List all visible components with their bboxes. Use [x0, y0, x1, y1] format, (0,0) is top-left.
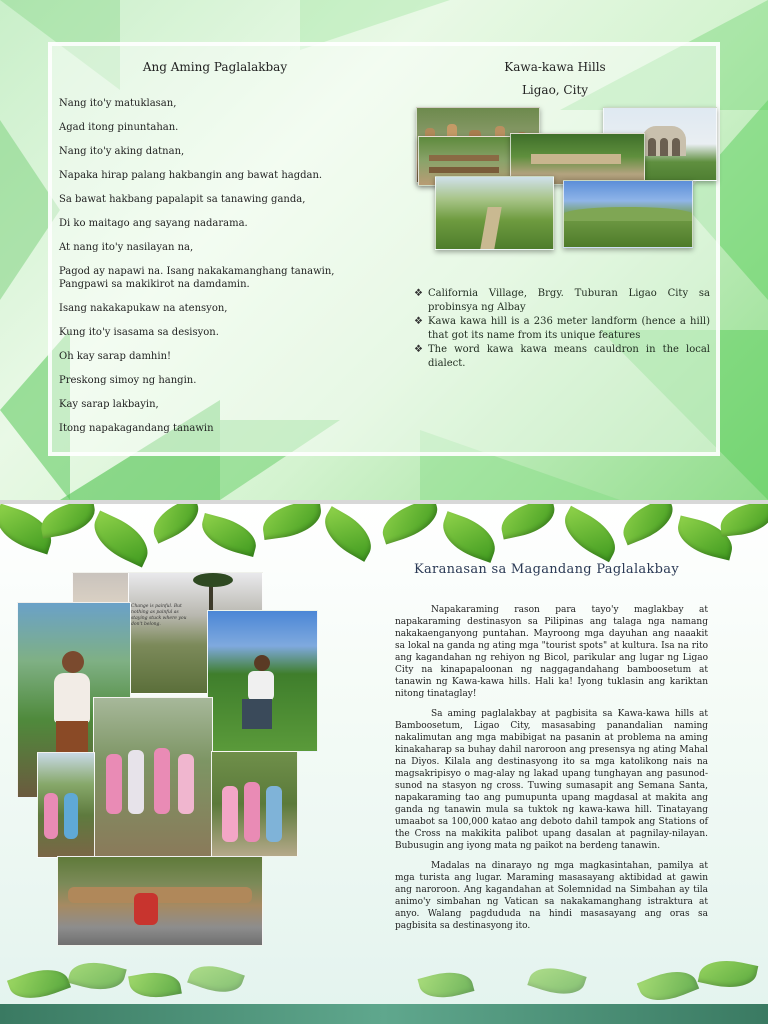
poem-line: Kung ito'y isasama sa desisyon. [59, 327, 219, 338]
leaf [187, 958, 245, 1000]
leaf [67, 955, 126, 996]
leaf [637, 963, 699, 1010]
poem-line: Napaka hirap palang hakbangin ang bawat hagdan. [59, 170, 323, 181]
page-one [0, 0, 768, 500]
leaf [7, 961, 71, 1007]
diamond-bullet-icon: ❖ [414, 316, 423, 327]
poem-line: Agad itong pinuntahan. [59, 122, 179, 133]
poem-line: Oh kay sarap damhin! [59, 351, 172, 362]
location-facts [414, 287, 710, 371]
leaf [497, 504, 558, 539]
fact-item [414, 287, 710, 315]
fact-item [414, 343, 710, 371]
leaf-garland-top [0, 504, 768, 564]
leaf [719, 504, 768, 537]
location-title: Kawa-kawa Hills [504, 60, 606, 74]
leaf [418, 966, 475, 1005]
leaf [616, 504, 679, 545]
poem-title: Ang Aming Paglalakbay [142, 60, 288, 74]
photo-group-bamboo [93, 697, 213, 857]
leaf-border-bottom [0, 942, 768, 1004]
fact-text: The word kawa kawa means cauldron in the local dialect. [428, 344, 710, 369]
poem-line: Pagod ay napawi na. Isang nakakamanghang tanawin, [59, 266, 335, 277]
leaf [316, 506, 380, 562]
article-paragraph: Madalas na dinarayo ng mga magkasintahan, pamilya at mga turista ang lugar. Maraming masasayang aktibidad at gawin ang naroroon. Ang kagandahan at Solemnidad na Simbahan ay tila animo'y simbahan ng Vatican sa nakakamanghang istraktura at anyo. Walang pagdududa na hindi masasayang ang oras sa pagbisita sa destinasyong ito. [395, 861, 708, 931]
photo-girls-right [211, 751, 298, 857]
fact-text: Kawa kawa hill is a 236 meter landform (hence a hill) that got its name from its unique features [428, 316, 710, 341]
leaf [147, 504, 206, 544]
leaf [436, 511, 502, 563]
leaf [38, 504, 98, 539]
poem-line: Nang ito'y matuklasan, [59, 98, 177, 109]
article-paragraph: Napakaraming rason para tayo'y maglakbay at napakaraming destinasyon sa Pilipinas ang talaga nga namang nakakaenganyong puntahan. Mayroong mga dayuhan ang naaakit sa lokal na ganda ng ating mga "tourist spots" at kultura. Isa na rito ang kagandahan ng rehiyon ng Bicol, parikular ang lugar ng Ligao City na kinapapaloonan ng naggagandahang bamboosetum at tanawin ng Kawa-kawa hills. Hali ka! Iyong tuklasin ang kariktan nitong tinataglay! [395, 605, 708, 699]
leaf [197, 513, 261, 557]
photo-trail [435, 176, 554, 250]
diamond-bullet-icon: ❖ [414, 344, 423, 355]
leaf [377, 504, 443, 545]
leaf [698, 954, 759, 993]
diamond-bullet-icon: ❖ [414, 288, 423, 299]
quote-text: Change is painful. But nothing as painful as staying stuck where you don't belong. [131, 604, 187, 627]
leaf [128, 968, 182, 1002]
fact-item [414, 315, 710, 343]
bottom-bar [0, 1004, 768, 1024]
location-subtitle: Ligao, City [521, 83, 589, 97]
poem-line: Kay sarap lakbayin, [59, 399, 159, 410]
poem-line: Di ko maitago ang sayang nadarama. [59, 218, 248, 229]
article-title: Karanasan sa Magandang Paglalakbay [414, 562, 679, 577]
page-two [0, 504, 768, 1024]
photo-hills [563, 180, 693, 248]
fact-text: California Village, Brgy. Tuburan Ligao City sa probinsya ng Albay [428, 288, 710, 313]
article-paragraph: Sa aming paglalakbay at pagbisita sa Kawa-kawa hills at Bamboosetum, Ligao City, masasabing panandalian naming nakalimutan ang mga mabibigat na pasanin at problema na aming kinakaharap sa buhay dahil naroroon ang presensya ng ating Mahal na Diyos. Kilala ang destinasyong ito sa mga katolikong nais na magsakripisyo o mag-alay ng lakad upang tunghayan ang pasunod-sunod na stasyon ng cross. Tuwing sumasapit ang Semana Santa, napakaraming tao ang pumupunta upang magdasal at makita ang ganda ng tanawin mula sa tuktok ng kawa-kawa hill. Tinatayang umaabot sa 100,000 katao ang deboto dahil tampok ang Stations of the Cross na makikita palibot upang dasalan at pagnilay-nilayan. Bubusugin ang iyong mata ng paikot na berdeng tanawin. [395, 709, 708, 851]
photo-girls-left [37, 752, 95, 858]
leaf [260, 504, 324, 540]
leaf [527, 960, 586, 1001]
poem-line: Preskong simoy ng hangin. [59, 375, 197, 386]
poem-line: Sa bawat hakbang papalapit sa tanawing ganda, [59, 194, 306, 205]
poem-line: Nang ito'y aking datnan, [59, 146, 185, 157]
photo-sculpture-bench [57, 856, 263, 946]
poem-line: Pangpawi sa makikirot na damdamin. [59, 279, 250, 290]
poem [59, 98, 359, 447]
article-body [395, 604, 708, 940]
poem-line: Itong napakagandang tanawin [59, 423, 214, 434]
leaf [86, 510, 157, 567]
poem-line: At nang ito'y nasilayan na, [59, 242, 194, 253]
photo-boy-field [207, 610, 318, 752]
poem-line: Isang nakakapukaw na atensyon, [59, 303, 228, 314]
leaf [556, 506, 624, 562]
